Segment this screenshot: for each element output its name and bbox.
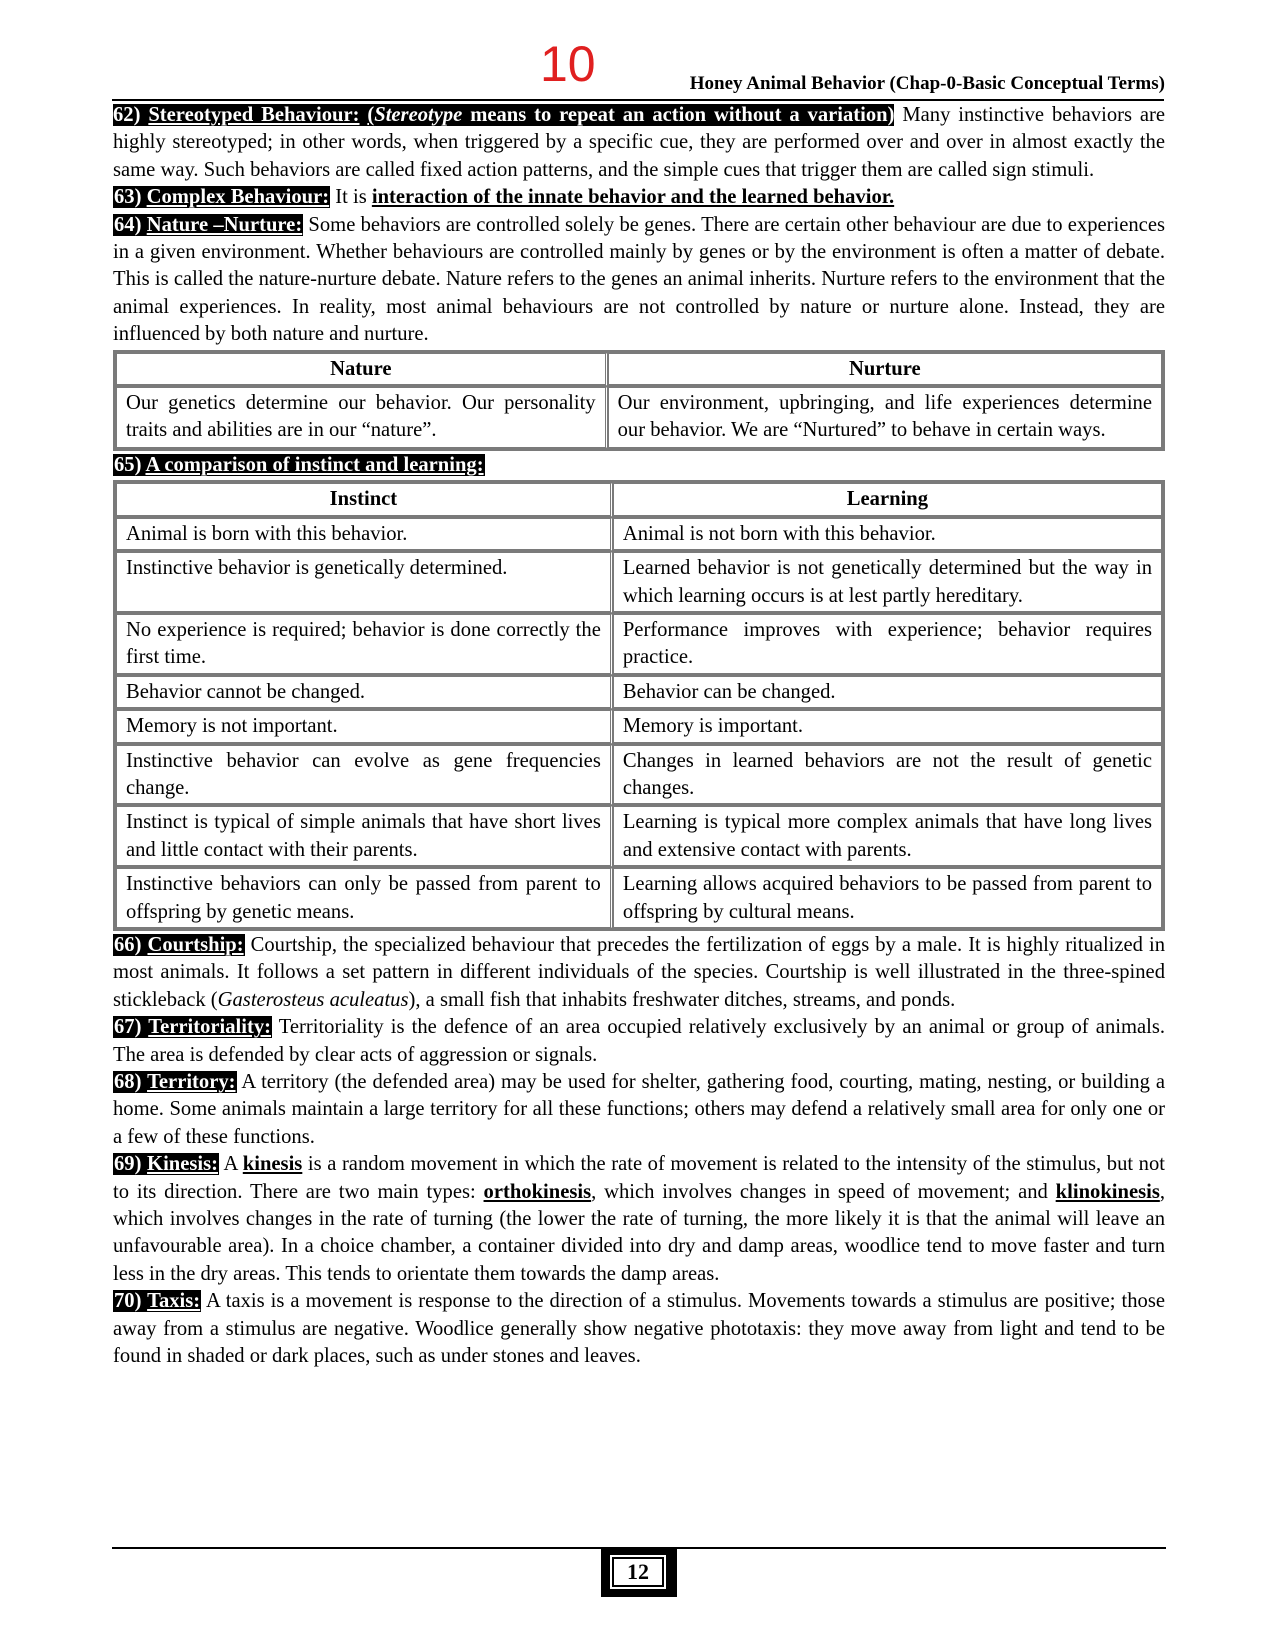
- table-row: [116, 745, 1162, 807]
- section-66-heading: [113, 934, 245, 956]
- section-title: Nature –Nurture:: [146, 213, 303, 236]
- section-62: [113, 102, 1165, 184]
- section-title: Territoriality:: [148, 1016, 271, 1039]
- instinct-learning-table: [113, 480, 1165, 931]
- section-body: A taxis is a movement is response to the direction of a stimulus. Movements towards a stimulus are positive; those away from a stimulus are negative. Woodlice generally show negative phototaxis: they move away from light and tend to be found in shaded or dark places, such as under stones and leaves.: [113, 1290, 1165, 1368]
- section-title: Taxis:: [147, 1290, 201, 1313]
- section-69-heading: [113, 1153, 219, 1175]
- section-title: Courtship:: [147, 933, 244, 956]
- term-kinesis: kinesis: [242, 1153, 303, 1176]
- section-emphasis: interaction of the innate behavior and the learned behavior.: [371, 186, 895, 209]
- table-cell-instinct: Behavior cannot be changed.: [116, 676, 613, 710]
- table-row: [116, 387, 1162, 448]
- section-number: 65): [114, 453, 142, 476]
- page-number-box: [601, 1549, 677, 1597]
- section-number: 62): [113, 104, 141, 126]
- header-rule: [112, 99, 1164, 101]
- table-cell-nature: Our genetics determine our behavior. Our personality traits and abilities are in our “nature”.: [116, 387, 608, 448]
- section-body: A territory (the defended area) may be used for shelter, gathering food, courting, mating, nesting, or building a home. Some animals maintain a large territory for all these functions; others may defend a relatively small area for only one or a few of these functions.: [113, 1071, 1165, 1148]
- paren-open: (: [367, 104, 375, 126]
- table-cell-learning: Performance improves with experience; behavior requires practice.: [613, 614, 1162, 676]
- section-body: , which involves changes in the rate of turning (the lower the rate of turning, the more likely it is that the animal will leave an unfavourable area). In a choice chamber, a container divided into dry and damp areas, woodlice tend to move faster and turn less in the dry areas. This tends to orientate them towards the damp areas.: [113, 1180, 1165, 1285]
- paren-rest: means to repeat an action without a variation): [462, 104, 895, 126]
- table-cell-learning: Changes in learned behaviors are not the result of genetic changes.: [613, 745, 1162, 807]
- table-row: [116, 614, 1162, 676]
- table-header-learning: Learning: [613, 483, 1162, 517]
- section-68-heading: [113, 1071, 237, 1093]
- table-row: [116, 806, 1162, 868]
- section-title: Stereotyped Behaviour:: [148, 104, 360, 126]
- table-header-row: [116, 353, 1162, 387]
- section-body: Courtship, the specialized behaviour that precedes the fertilization of eggs by a male. It is highly ritualized in most animals. It follows a set pattern in different individuals of the species. Courtship is well illustrated in the three-spined stickleback (: [113, 933, 1165, 1011]
- section-65-heading: [113, 454, 485, 476]
- section-title: Kinesis:: [147, 1153, 218, 1176]
- running-title: Honey Animal Behavior (Chap-0-Basic Conceptual Terms): [689, 73, 1165, 94]
- section-number: 69): [114, 1153, 142, 1176]
- section-62-heading: [113, 104, 894, 126]
- table-header-row: [116, 483, 1162, 517]
- table-cell-learning: Learning is typical more complex animals that have long lives and extensive contact with parents.: [613, 806, 1162, 868]
- table-header-instinct: Instinct: [116, 483, 613, 517]
- section-70-heading: [113, 1290, 201, 1312]
- table-cell-learning: Behavior can be changed.: [613, 676, 1162, 710]
- section-64: [113, 212, 1165, 349]
- section-title: Complex Behaviour:: [146, 186, 330, 209]
- section-title: A comparison of instinct and learning:: [145, 453, 484, 476]
- section-body: is a random movement in which the rate of movement is related to the intensity of the stimulus, but not to its direction. There are two main types:: [113, 1153, 1165, 1203]
- table-cell-instinct: Instinct is typical of simple animals that have short lives and little contact with their parents.: [116, 806, 613, 868]
- table-row: [116, 676, 1162, 710]
- section-69: [113, 1151, 1165, 1288]
- table-header-nurture: Nurture: [608, 353, 1162, 387]
- table-cell-instinct: Memory is not important.: [116, 710, 613, 744]
- table-cell-instinct: Instinctive behavior is genetically determined.: [116, 552, 613, 614]
- table-cell-learning: Learned behavior is not genetically determined but the way in which learning occurs is at lest partly hereditary.: [613, 552, 1162, 614]
- table-row: [116, 518, 1162, 552]
- section-67: [113, 1014, 1165, 1069]
- table-cell-learning: Learning allows acquired behaviors to be passed from parent to offspring by cultural means.: [613, 868, 1162, 928]
- table-row: [116, 710, 1162, 744]
- section-body: Territoriality is the defence of an area occupied relatively exclusively by an animal or group of animals. The area is defended by clear acts of aggression or signals.: [113, 1016, 1166, 1066]
- table-row: [116, 868, 1162, 928]
- table-row: [116, 552, 1162, 614]
- section-body-end: ), a small fish that inhabits freshwater ditches, streams, and ponds.: [408, 988, 956, 1011]
- term-orthokinesis: orthokinesis: [483, 1180, 592, 1203]
- table-header-nature: Nature: [116, 353, 608, 387]
- table-cell-learning: Memory is important.: [613, 710, 1162, 744]
- table-cell-nurture: Our environment, upbringing, and life experiences determine our behavior. We are “Nurtured” to behave in certain ways.: [608, 387, 1162, 448]
- nature-nurture-table: [113, 350, 1165, 451]
- section-number: 64): [114, 213, 142, 236]
- section-body: Many instinctive behaviors are highly stereotyped; in other words, when triggered by a specific cue, they are performed over and over in almost exactly the same way. Such behaviors are called fixed action patterns, and the simple cues that trigger them are called sign stimuli.: [113, 104, 1166, 181]
- page-content: [113, 102, 1165, 1370]
- section-67-heading: [113, 1016, 272, 1038]
- section-body: A: [219, 1153, 243, 1176]
- species-name: Gasterosteus aculeatus: [217, 988, 409, 1011]
- section-63-heading: [113, 186, 330, 208]
- section-number: 67): [114, 1016, 142, 1039]
- section-body: It is: [330, 186, 372, 209]
- table-cell-instinct: Animal is born with this behavior.: [116, 518, 613, 552]
- section-number: 63): [114, 186, 142, 209]
- section-number: 68): [114, 1071, 142, 1093]
- section-number: 66): [114, 933, 142, 956]
- section-63: [113, 184, 1165, 211]
- table-cell-instinct: Instinctive behaviors can only be passed from parent to offspring by genetic means.: [116, 868, 613, 928]
- table-cell-learning: Animal is not born with this behavior.: [613, 518, 1162, 552]
- section-68: [113, 1069, 1165, 1151]
- section-70: [113, 1288, 1165, 1370]
- chapter-number: 10: [540, 36, 596, 92]
- section-66: [113, 932, 1165, 1014]
- table-cell-instinct: No experience is required; behavior is done correctly the first time.: [116, 614, 613, 676]
- table-cell-instinct: Instinctive behavior can evolve as gene frequencies change.: [116, 745, 613, 807]
- section-title: Territory:: [147, 1071, 236, 1093]
- term-italic: Stereotype: [374, 104, 463, 126]
- section-body: , which involves changes in speed of movement; and: [591, 1180, 1056, 1203]
- term-klinokinesis: klinokinesis: [1055, 1180, 1160, 1203]
- section-number: 70): [114, 1290, 142, 1313]
- section-65: [113, 452, 1165, 479]
- section-body: Some behaviors are controlled solely be genes. There are certain other behaviour are due to experiences in a given environment. Whether behaviours are controlled mainly by genes or by the environment is often a matter of debate. This is called the nature-nurture debate. Nature refers to the genes an animal inherits. Nurture refers to the environment that the animal experiences. In reality, most animal behaviours are not controlled by nature or nurture alone. Instead, they are influenced by both nature and nurture.: [113, 213, 1165, 346]
- page-number: 12: [610, 1555, 666, 1589]
- section-64-heading: [113, 214, 303, 236]
